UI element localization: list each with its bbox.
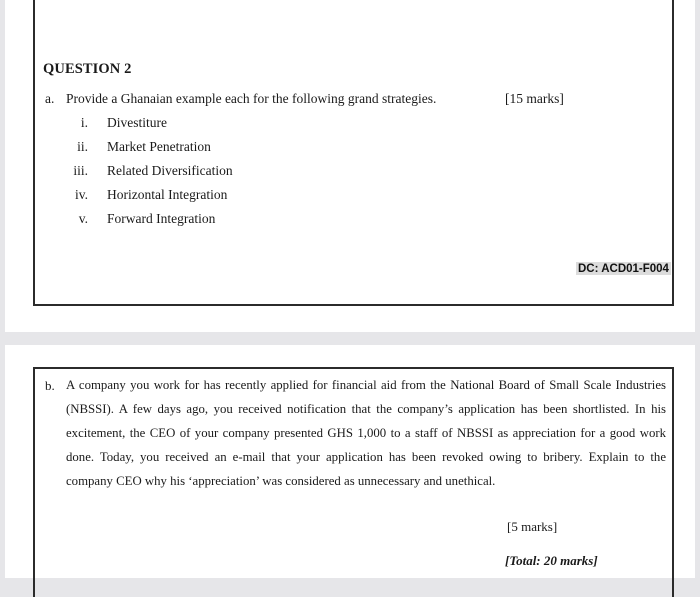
item-number: iii. [73,163,88,178]
item-number: v. [78,211,88,226]
part-b-text: A company you work for has recently applied for financial aid from the National Board of Small Scale Industries (NBSSI). A few days ago, you received notification that the company’s application has been shortlisted. In his excitement, the CEO of your company presented GHS 1,000 to a staff of NBSSI as appreciation for a good work done. Today, you received an e-mail that your application has been revoked owing to bribery. Explain to the company CEO why his ‘appreciation’ was considered as unnecessary and unethical. [66,378,666,488]
item-label: Forward Integration [107,211,216,226]
item-label: Divestiture [107,115,167,130]
item-number: i. [80,115,88,130]
item-number: ii. [77,139,88,154]
item-label: Market Penetration [107,139,211,154]
item-label: Horizontal Integration [107,187,228,202]
part-a-marks: [15 marks] [505,91,564,106]
part-b-marks: [5 marks] [507,519,558,534]
item-label: Related Diversification [107,163,233,178]
document-code-label: DC: ACD01-F004 [578,263,669,275]
part-a-text: Provide a Ghanaian example each for the following grand strategies. [66,91,437,106]
total-marks: [Total: 20 marks] [505,553,598,568]
item-number: iv. [75,187,88,202]
question-title: QUESTION 2 [43,61,132,77]
part-a-letter: a. [45,91,55,106]
part-b-letter: b. [45,378,55,393]
